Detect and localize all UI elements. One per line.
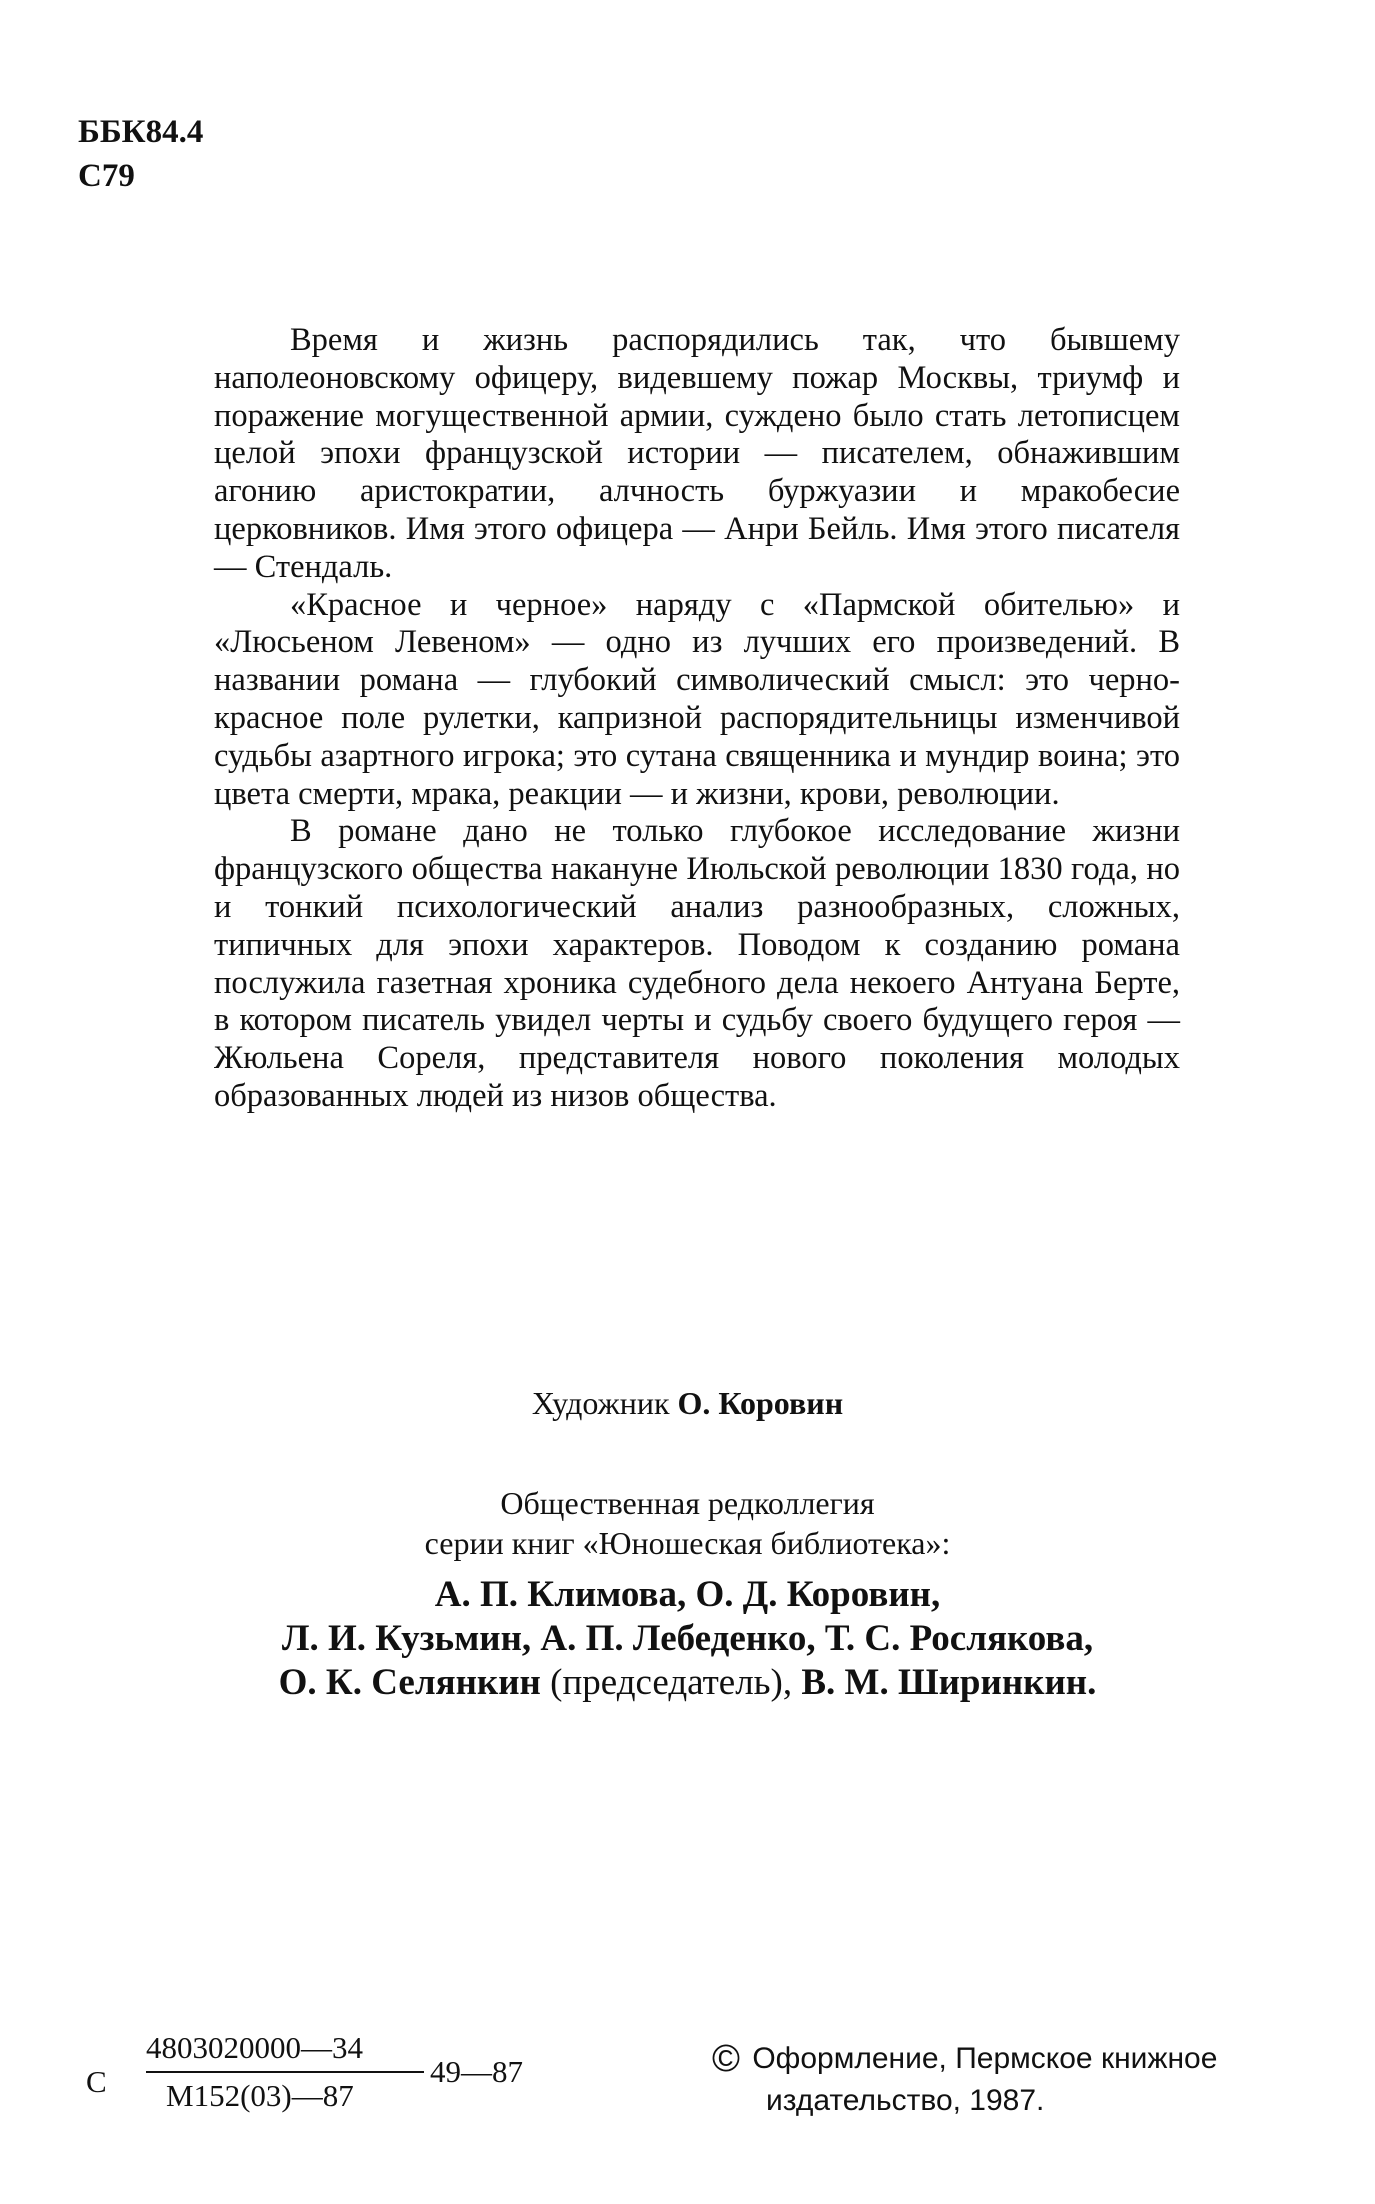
copyright-line-1 [712, 2038, 1352, 2080]
artist-name: О. Коровин [677, 1385, 844, 1421]
board-members [0, 1573, 1375, 1705]
annotation-paragraph-3: В романе дано не только глубокое исследование жизни французского общества накануне Июльской революции 1830 года, но и тонкий психологический анализ разнообразных, сложных, типичных для эпохи характеров. Поводом к созданию романа послужила газетная хроника судебного дела некоего Антуана Берте, в котором писатель увидел черты и судьбу своего будущего героя — Жюльена Сореля, представителя нового поколения молодых образованных людей из низов общества. [214, 813, 1180, 1114]
catalog-numerator: 4803020000—34 [146, 2030, 363, 2065]
catalog-letter: С [86, 2064, 107, 2099]
artist-label: Художник [531, 1385, 670, 1421]
board-member-last: В. М. Ширинкин. [801, 1662, 1097, 1703]
board-chair-role: (председатель), [550, 1662, 793, 1703]
annotation-text [214, 322, 1180, 1116]
catalog-index [86, 2030, 566, 2130]
library-codes [78, 110, 203, 198]
bbk-code: ББК84.4 [78, 114, 204, 150]
copyright-notice [712, 2038, 1352, 2122]
copyright-text-1: Оформление, Пермское книжное [752, 2042, 1218, 2075]
annotation-paragraph-2: «Красное и черное» наряду с «Пармской обителью» и «Люсьеном Левеном» — одно из лучших его произведений. В названии романа — глубокий символический смысл: это черно-красное поле рулетки, капризной распорядительницы изменчивой судьбы азартного игрока; это сутана священника и мундир воина; это цвета смерти, мрака, реакции — и жизни, крови, революции. [214, 586, 1180, 812]
copyright-icon: © [712, 2038, 740, 2080]
editorial-board [0, 1483, 1375, 1705]
board-heading-line-1: Общественная редколлегия [500, 1485, 875, 1521]
board-members-line-1: А. П. Климова, О. Д. Коровин, [434, 1574, 941, 1615]
board-members-line-3 [0, 1661, 1375, 1705]
copyright-line-2: издательство, 1987. [766, 2084, 1045, 2117]
catalog-suffix: 49—87 [430, 2054, 523, 2089]
annotation-paragraph-1: Время и жизнь распорядились так, что бывшему наполеоновскому офицеру, видевшему пожар Москвы, триумф и поражение могущественной армии, суждено было стать летописцем целой эпохи французской истории — писателем, обнажившим агонию аристократии, алчность буржуазии и мракобесие церковников. Имя этого офицера — Анри Бейль. Имя этого писателя — Стендаль. [214, 322, 1180, 585]
fraction-line [146, 2071, 424, 2073]
artist-credit [0, 1385, 1375, 1422]
board-chair-name: О. К. Селянкин [278, 1662, 541, 1703]
board-heading-line-2: серии книг «Юношеская библиотека»: [424, 1525, 951, 1561]
board-members-line-2: Л. И. Кузьмин, А. П. Лебеденко, Т. С. Рослякова, [281, 1618, 1094, 1659]
catalog-denominator: М152(03)—87 [166, 2078, 354, 2113]
author-index: С79 [78, 158, 135, 194]
